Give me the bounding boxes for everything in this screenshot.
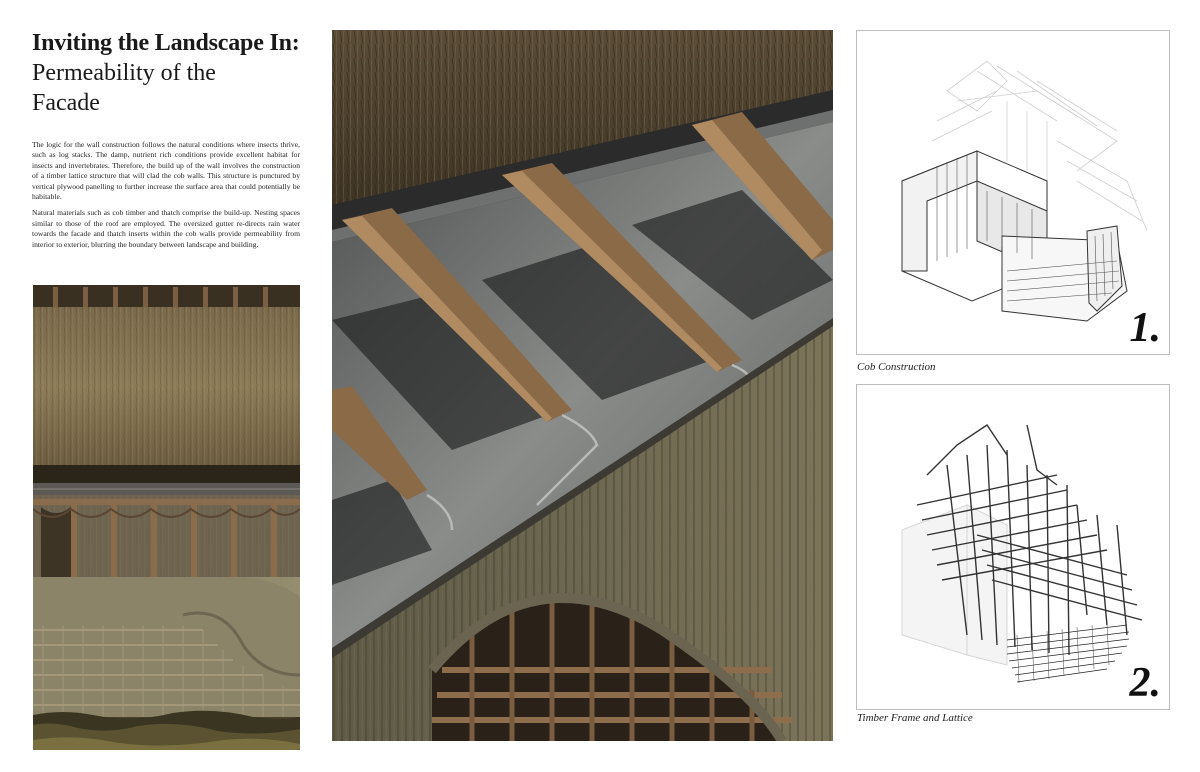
timber-frame-diagram: [856, 384, 1170, 710]
gutter-detail-render: [332, 30, 833, 741]
diagram-number-2: 2.: [1129, 660, 1161, 706]
page-subtitle-line1: Permeability of the: [32, 60, 216, 86]
diagram-caption-2: Timber Frame and Lattice: [857, 712, 973, 724]
diagram-number-1: 1.: [1129, 305, 1161, 351]
description-paragraph-1: The logic for the wall construction follows the natural conditions where insects thrive, such as log stacks. The damp, nutrient rich conditions provide excellent habitat for insects and invertebrates. Therefore, the build up of the wall involves the construction of a timber lattice structure that will clad the cob walls. This structure is punctured by vertical plywood panelling to further increase the surface area that could potentially be habitable.: [32, 140, 300, 202]
facade-elevation-render: [33, 285, 300, 750]
cob-construction-diagram: [856, 30, 1170, 355]
description-text: [32, 140, 300, 256]
diagram-caption-1: Cob Construction: [857, 361, 936, 373]
page-title: Inviting the Landscape In:: [32, 30, 300, 56]
title-block: [32, 28, 302, 118]
description-paragraph-2: Natural materials such as cob timber and thatch comprise the build-up. Nesting spaces similar to those of the roof are employed. The oversized gutter re-directs rain water towards the facade and thatch inserts within the cob walls provide permeability from interior to exterior, blurring the boundary between landscape and building.: [32, 208, 300, 249]
page-subtitle-line2: Facade: [32, 90, 100, 116]
